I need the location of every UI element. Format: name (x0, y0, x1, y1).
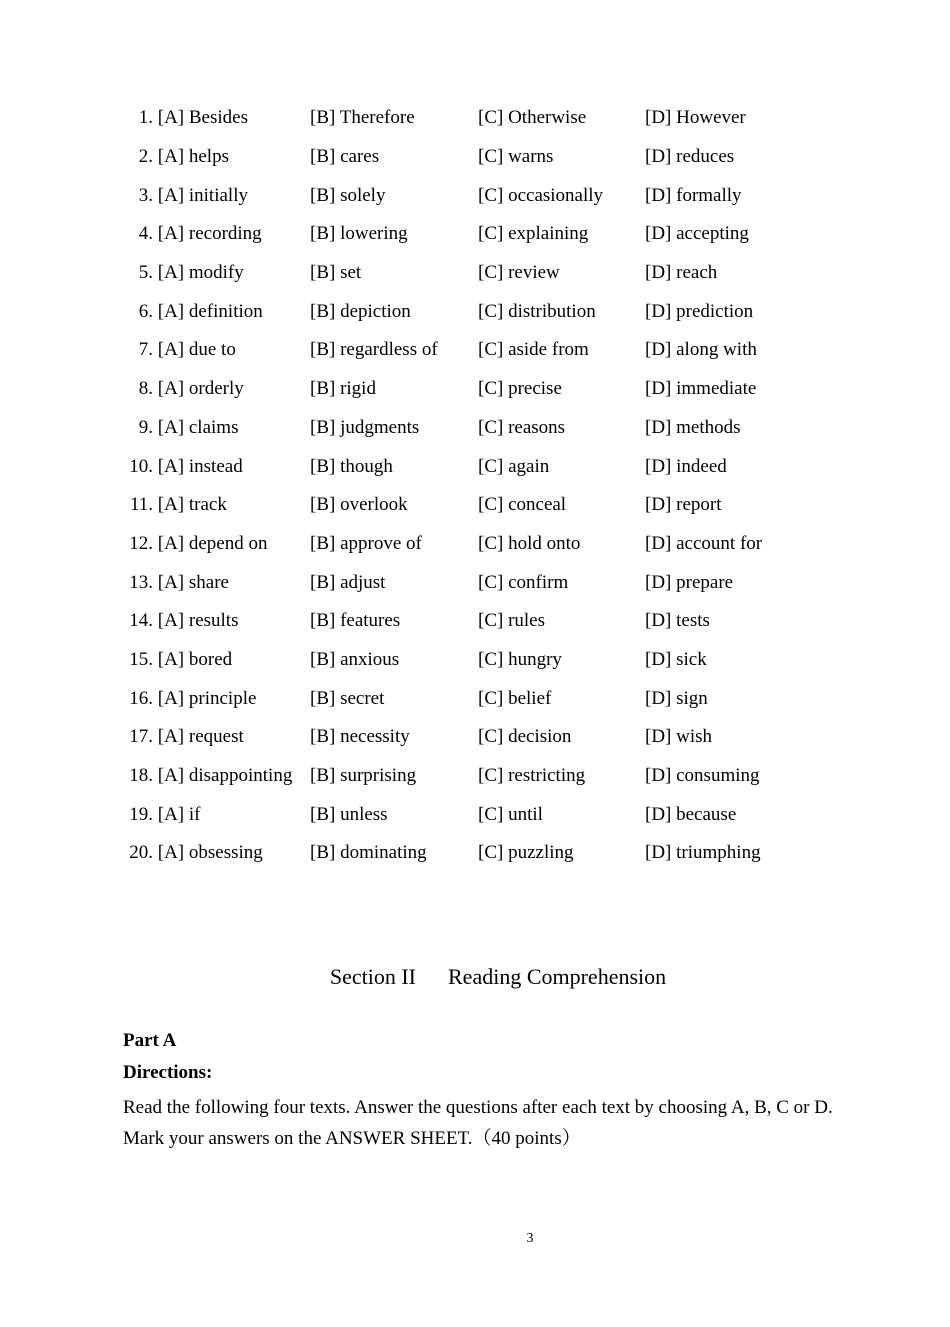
options-body (118, 99, 838, 873)
option-a-cell (118, 99, 310, 138)
question-number: 2. (138, 146, 153, 168)
question-row (118, 215, 838, 254)
option-a: [A] due to (157, 339, 236, 361)
question-row (118, 525, 838, 564)
option-d: [D] formally (645, 184, 742, 206)
option-d: [D] immediate (645, 378, 757, 400)
option-b: [B] though (310, 455, 393, 477)
option-c: [C] again (478, 455, 550, 477)
option-a-cell (118, 679, 310, 718)
option-a-cell (118, 292, 310, 331)
option-c: [C] warns (478, 146, 554, 168)
question-row (118, 757, 838, 796)
option-d: [D] reduces (645, 146, 735, 168)
option-c: [C] conceal (478, 494, 567, 516)
question-number: 15. (129, 648, 153, 670)
option-a: [A] bored (157, 648, 233, 670)
option-b: [B] surprising (310, 765, 417, 787)
option-a: [A] if (157, 803, 201, 825)
question-row (118, 254, 838, 293)
option-b: [B] depiction (310, 300, 411, 322)
option-b: [B] necessity (310, 726, 410, 748)
page-number: 3 (526, 1231, 534, 1246)
option-b: [B] unless (310, 803, 388, 825)
option-b: [B] secret (310, 687, 385, 709)
option-b: [B] features (310, 610, 401, 632)
option-d: [D] report (645, 494, 722, 516)
option-a-cell (118, 370, 310, 409)
option-b: [B] approve of (310, 532, 422, 554)
option-d: [D] tests (645, 610, 710, 632)
option-d: [D] sign (645, 687, 708, 709)
option-a: [A] principle (157, 687, 257, 709)
option-d: [D] wish (645, 726, 713, 748)
option-a: [A] orderly (157, 378, 244, 400)
question-row (118, 370, 838, 409)
option-a-cell (118, 331, 310, 370)
question-row (118, 602, 838, 641)
option-c: [C] reasons (478, 416, 566, 438)
question-number: 13. (129, 571, 153, 593)
question-row (118, 641, 838, 680)
option-c: [C] occasionally (478, 184, 604, 206)
option-b: [B] overlook (310, 494, 408, 516)
option-d: [D] prediction (645, 300, 754, 322)
option-c: [C] restricting (478, 765, 586, 787)
option-c: [C] distribution (478, 300, 596, 322)
question-row (118, 795, 838, 834)
question-number: 16. (129, 687, 153, 709)
option-b: [B] rigid (310, 378, 376, 400)
option-a-cell (118, 641, 310, 680)
question-number: 17. (129, 726, 153, 748)
option-d: [D] methods (645, 416, 741, 438)
cloze-options-table (118, 99, 838, 873)
option-a-cell (118, 602, 310, 641)
option-d: [D] sick (645, 648, 707, 670)
directions-text: Read the following four texts. Answer the questions after each text by choosing A, B, C or D. Mark your answers on the ANSWER SHEET.（40 points） (123, 1097, 833, 1149)
option-b: [B] Therefore (310, 107, 415, 129)
option-a: [A] claims (157, 416, 239, 438)
question-row (118, 331, 838, 370)
option-a-cell (118, 215, 310, 254)
option-a: [A] depend on (157, 532, 268, 554)
option-a-cell (118, 486, 310, 525)
question-number: 20. (129, 842, 153, 864)
part-title: Part A (123, 1030, 177, 1051)
option-a-cell (118, 409, 310, 448)
question-number: 3. (138, 184, 153, 206)
option-d: [D] accepting (645, 223, 749, 245)
question-number: 9. (138, 416, 153, 438)
option-b: [B] set (310, 262, 362, 284)
option-a: [A] track (157, 494, 227, 516)
option-b: [B] adjust (310, 571, 386, 593)
question-number: 18. (129, 765, 153, 787)
option-d: [D] prepare (645, 571, 734, 593)
option-d: [D] reach (645, 262, 718, 284)
option-d: [D] triumphing (645, 842, 761, 864)
question-row (118, 486, 838, 525)
option-a: [A] instead (157, 455, 243, 477)
section-label: Section II (329, 964, 416, 989)
option-a: [A] definition (157, 300, 263, 322)
option-c: [C] until (478, 803, 543, 825)
option-a-cell (118, 176, 310, 215)
question-number: 5. (138, 262, 153, 284)
question-row (118, 409, 838, 448)
option-a: [A] request (157, 726, 244, 748)
question-row (118, 679, 838, 718)
question-number: 19. (129, 803, 153, 825)
question-row (118, 447, 838, 486)
option-c: [C] review (478, 262, 560, 284)
option-b: [B] anxious (310, 648, 400, 670)
option-c: [C] hold onto (478, 532, 581, 554)
option-a-cell (118, 834, 310, 873)
option-a-cell (118, 718, 310, 757)
question-number: 4. (138, 223, 153, 245)
question-number: 7. (138, 339, 153, 361)
option-d: [D] because (645, 803, 737, 825)
option-c: [C] hungry (478, 648, 562, 670)
option-a: [A] recording (157, 223, 262, 245)
option-a: [A] disappointing (157, 765, 293, 787)
question-row (118, 138, 838, 177)
option-a: [A] obsessing (157, 842, 263, 864)
option-b: [B] cares (310, 146, 380, 168)
option-a: [A] helps (157, 146, 229, 168)
question-row (118, 176, 838, 215)
option-c: [C] belief (478, 687, 552, 709)
option-a-cell (118, 254, 310, 293)
option-c: [C] Otherwise (478, 107, 587, 129)
option-a: [A] Besides (157, 107, 248, 129)
question-row (118, 292, 838, 331)
option-c: [C] confirm (478, 571, 569, 593)
option-a-cell (118, 795, 310, 834)
section-heading (0, 964, 950, 990)
option-d: [D] along with (645, 339, 757, 361)
question-row (118, 834, 838, 873)
option-a: [A] share (157, 571, 229, 593)
option-c: [C] puzzling (478, 842, 574, 864)
option-a-cell (118, 525, 310, 564)
option-a-cell (118, 447, 310, 486)
option-c: [C] explaining (478, 223, 589, 245)
question-row (118, 718, 838, 757)
option-a: [A] initially (157, 184, 248, 206)
option-d: [D] However (645, 107, 746, 129)
question-row (118, 99, 838, 138)
option-d: [D] consuming (645, 765, 760, 787)
option-b: [B] dominating (310, 842, 427, 864)
question-number: 11. (129, 494, 153, 516)
option-c: [C] decision (478, 726, 572, 748)
question-number: 12. (129, 532, 153, 554)
option-a-cell (118, 138, 310, 177)
option-c: [C] rules (478, 610, 546, 632)
option-b: [B] solely (310, 184, 386, 206)
question-number: 10. (129, 455, 153, 477)
option-a-cell (118, 563, 310, 602)
option-d: [D] indeed (645, 455, 727, 477)
question-row (118, 563, 838, 602)
option-a: [A] results (157, 610, 239, 632)
question-number: 8. (138, 378, 153, 400)
option-d: [D] account for (645, 532, 763, 554)
option-c: [C] precise (478, 378, 562, 400)
option-a-cell (118, 757, 310, 796)
option-b: [B] regardless of (310, 339, 438, 361)
option-a: [A] modify (157, 262, 244, 284)
directions-label: Directions: (123, 1062, 213, 1083)
question-number: 14. (129, 610, 153, 632)
question-number: 1. (138, 107, 153, 129)
option-b: [B] lowering (310, 223, 408, 245)
option-b: [B] judgments (310, 416, 420, 438)
option-c: [C] aside from (478, 339, 589, 361)
section-name: Reading Comprehension (448, 964, 667, 989)
question-number: 6. (138, 300, 153, 322)
